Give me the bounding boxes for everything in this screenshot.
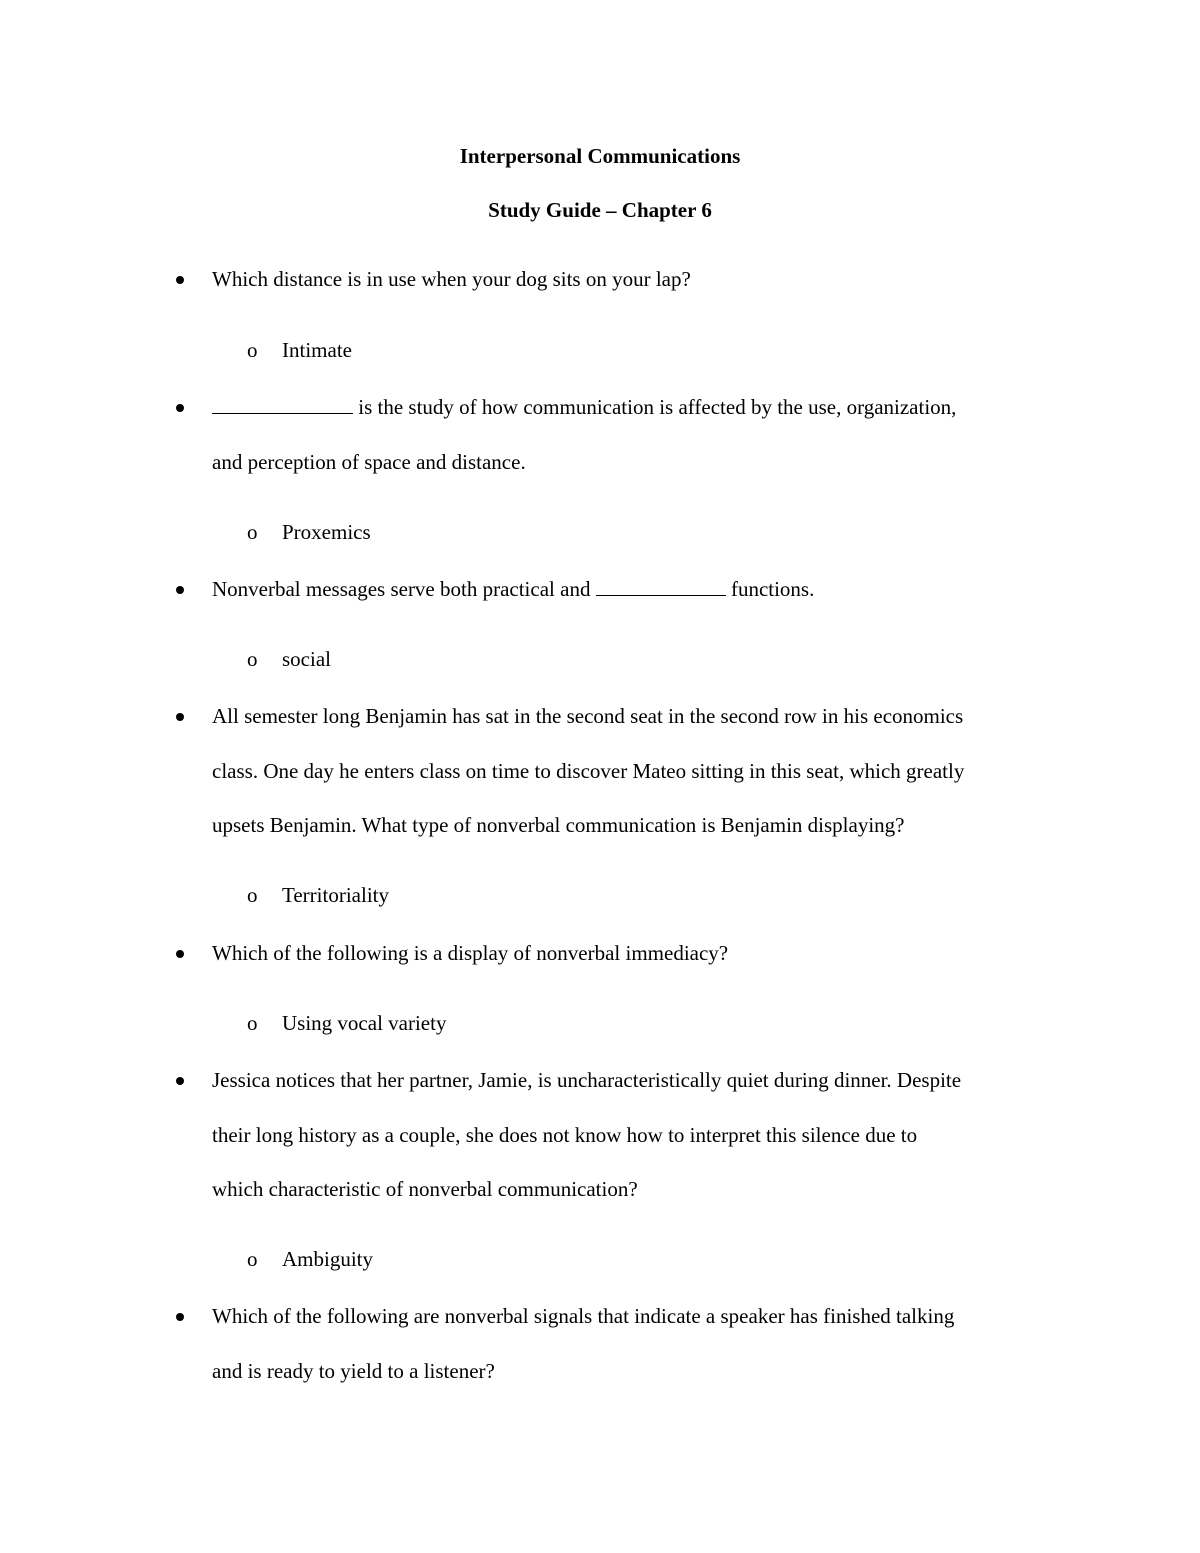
question-4-line1: All semester long Benjamin has sat in the second seat in the second row in his economics	[212, 704, 964, 728]
bullet-icon	[176, 950, 184, 958]
question-2	[212, 380, 1072, 489]
bullet-icon	[176, 1313, 184, 1321]
sub-bullet-icon: o	[247, 1011, 258, 1035]
answer-1: Intimate	[282, 338, 352, 362]
bullet-icon	[176, 1077, 184, 1085]
bullet-icon	[176, 586, 184, 594]
answer-3: social	[282, 647, 331, 671]
fill-in-blank	[212, 395, 353, 414]
question-1	[212, 252, 1072, 307]
question-2-line2: and perception of space and distance.	[212, 449, 526, 474]
sub-bullet-icon: o	[247, 338, 258, 362]
sub-bullet-icon: o	[247, 647, 258, 671]
sub-bullet-icon: o	[247, 883, 258, 907]
answer-4: Territoriality	[282, 883, 389, 907]
sub-bullet-icon: o	[247, 520, 258, 544]
bullet-icon	[176, 276, 184, 284]
question-1-text: Which distance is in use when your dog sits on your lap?	[212, 267, 691, 291]
question-7-line2: and is ready to yield to a listener?	[212, 1358, 495, 1383]
question-6-line2: their long history as a couple, she does not know how to interpret this silence due to	[212, 1122, 918, 1147]
question-2-text: is the study of how communication is affected by the use, organization,	[353, 395, 957, 419]
document-title: Interpersonal Communications	[459, 144, 741, 168]
answer-5: Using vocal variety	[282, 1011, 447, 1035]
fill-in-blank	[596, 577, 726, 596]
question-6-line1: Jessica notices that her partner, Jamie, is uncharacteristically quiet during dinner. Despite	[212, 1068, 962, 1092]
answer-2: Proxemics	[282, 520, 371, 544]
question-3	[212, 562, 1072, 617]
question-5-text: Which of the following is a display of nonverbal immediacy?	[212, 941, 729, 965]
question-3-text-after: functions.	[725, 577, 815, 601]
question-3-text-before: Nonverbal messages serve both practical and	[212, 577, 596, 601]
question-6-line3: which characteristic of nonverbal communication?	[212, 1177, 638, 1201]
question-4-line3: upsets Benjamin. What type of nonverbal communication is Benjamin displaying?	[212, 813, 905, 837]
question-7-line1: Which of the following are nonverbal signals that indicate a speaker has finished talking	[212, 1304, 955, 1328]
question-7	[212, 1289, 1072, 1398]
bullet-icon	[176, 404, 184, 412]
question-4-line2: class. One day he enters class on time to discover Mateo sitting in this seat, which greatly	[212, 758, 965, 783]
answer-6: Ambiguity	[282, 1247, 374, 1271]
bullet-icon	[176, 713, 184, 721]
document-subtitle: Study Guide – Chapter 6	[488, 198, 712, 222]
sub-bullet-icon: o	[247, 1247, 258, 1271]
question-4	[212, 689, 1072, 853]
question-6	[212, 1053, 1072, 1217]
question-5	[212, 926, 1072, 981]
